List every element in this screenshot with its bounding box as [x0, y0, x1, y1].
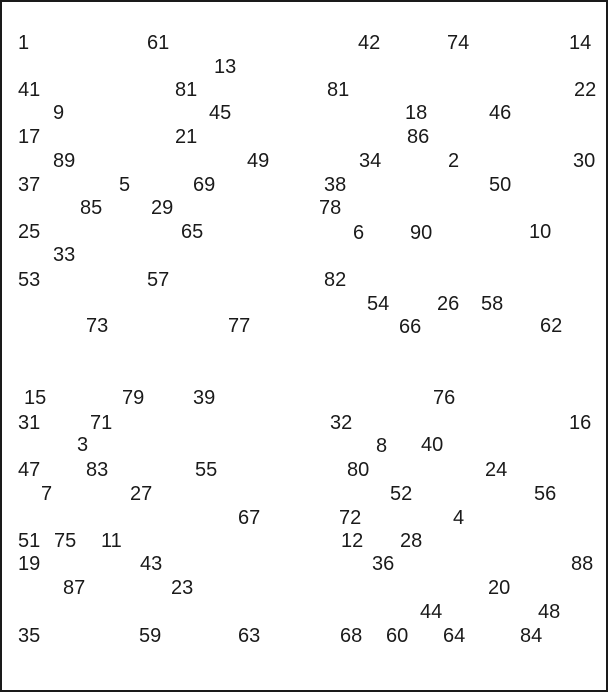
- number-cell[interactable]: 63: [238, 625, 261, 647]
- number-cell[interactable]: 73: [86, 315, 109, 337]
- number-cell[interactable]: 24: [485, 459, 508, 481]
- number-cell[interactable]: 32: [330, 412, 353, 434]
- number-cell[interactable]: 42: [358, 32, 381, 54]
- number-cell[interactable]: 23: [171, 577, 194, 599]
- number-cell[interactable]: 40: [421, 434, 444, 456]
- number-cell[interactable]: 43: [140, 553, 163, 575]
- number-cell[interactable]: 45: [209, 102, 232, 124]
- number-cell[interactable]: 82: [324, 269, 347, 291]
- number-cell[interactable]: 1: [18, 32, 30, 54]
- number-cell[interactable]: 31: [18, 412, 41, 434]
- number-cell[interactable]: 34: [359, 150, 382, 172]
- number-cell[interactable]: 88: [571, 553, 594, 575]
- number-cell[interactable]: 2: [448, 150, 460, 172]
- number-cell[interactable]: 81: [175, 79, 198, 101]
- number-cell[interactable]: 84: [520, 625, 543, 647]
- number-cell[interactable]: 21: [175, 126, 198, 148]
- number-cell[interactable]: 35: [18, 625, 41, 647]
- number-cell[interactable]: 62: [540, 315, 563, 337]
- number-cell[interactable]: 37: [18, 174, 41, 196]
- number-cell[interactable]: 64: [443, 625, 466, 647]
- number-cell[interactable]: 75: [54, 530, 77, 552]
- number-cell[interactable]: 71: [90, 412, 113, 434]
- number-cell[interactable]: 87: [63, 577, 86, 599]
- number-cell[interactable]: 11: [101, 530, 122, 552]
- number-cell[interactable]: 46: [489, 102, 512, 124]
- number-cell[interactable]: 68: [340, 625, 363, 647]
- number-cell[interactable]: 65: [181, 221, 204, 243]
- number-cell[interactable]: 17: [18, 126, 41, 148]
- number-cell[interactable]: 66: [399, 316, 422, 338]
- number-cell[interactable]: 80: [347, 459, 370, 481]
- number-cell[interactable]: 53: [18, 269, 41, 291]
- number-cell[interactable]: 3: [77, 434, 89, 456]
- number-cell[interactable]: 10: [529, 221, 552, 243]
- number-cell[interactable]: 51: [18, 530, 41, 552]
- number-cell[interactable]: 55: [195, 459, 218, 481]
- number-cell[interactable]: 38: [324, 174, 347, 196]
- number-cell[interactable]: 36: [372, 553, 395, 575]
- number-cell[interactable]: 9: [53, 102, 65, 124]
- number-cell[interactable]: 20: [488, 577, 511, 599]
- number-cell[interactable]: 27: [130, 483, 153, 505]
- number-cell[interactable]: 15: [24, 387, 47, 409]
- number-cell[interactable]: 49: [247, 150, 270, 172]
- number-cell[interactable]: 74: [447, 32, 470, 54]
- number-cell[interactable]: 33: [53, 244, 76, 266]
- number-cell[interactable]: 67: [238, 507, 261, 529]
- number-cell[interactable]: 61: [147, 32, 170, 54]
- number-cell[interactable]: 29: [151, 197, 174, 219]
- number-cell[interactable]: 89: [53, 150, 76, 172]
- number-cell[interactable]: 77: [228, 315, 251, 337]
- number-cell[interactable]: 16: [569, 412, 592, 434]
- number-cell[interactable]: 30: [573, 150, 596, 172]
- number-cell[interactable]: 47: [18, 459, 41, 481]
- number-cell[interactable]: 72: [339, 507, 362, 529]
- number-cell[interactable]: 25: [18, 221, 41, 243]
- number-cell[interactable]: 85: [80, 197, 103, 219]
- number-cell[interactable]: 90: [410, 222, 433, 244]
- number-cell[interactable]: 60: [386, 625, 409, 647]
- number-cell[interactable]: 83: [86, 459, 109, 481]
- number-cell[interactable]: 7: [41, 483, 53, 505]
- number-cell[interactable]: 12: [341, 530, 364, 552]
- number-cell[interactable]: 50: [489, 174, 512, 196]
- number-cell[interactable]: 56: [534, 483, 557, 505]
- number-cell[interactable]: 57: [147, 269, 170, 291]
- number-cell[interactable]: 13: [214, 56, 237, 78]
- number-cell[interactable]: 18: [405, 102, 428, 124]
- number-cell[interactable]: 79: [122, 387, 145, 409]
- number-cell[interactable]: 5: [119, 174, 131, 196]
- number-cell[interactable]: 39: [193, 387, 216, 409]
- number-cell[interactable]: 81: [327, 79, 350, 101]
- number-cell[interactable]: 76: [433, 387, 456, 409]
- number-cell[interactable]: 14: [569, 32, 592, 54]
- number-cell[interactable]: 86: [407, 126, 430, 148]
- number-cell[interactable]: 48: [538, 601, 561, 623]
- number-cell[interactable]: 6: [353, 222, 365, 244]
- number-cell[interactable]: 26: [437, 293, 460, 315]
- number-cell[interactable]: 54: [367, 293, 390, 315]
- number-cell[interactable]: 44: [420, 601, 443, 623]
- number-cell[interactable]: 59: [139, 625, 162, 647]
- number-cell[interactable]: 41: [18, 79, 41, 101]
- number-cell[interactable]: 28: [400, 530, 423, 552]
- number-cell[interactable]: 78: [319, 197, 342, 219]
- number-cell[interactable]: 58: [481, 293, 504, 315]
- number-cell[interactable]: 19: [18, 553, 41, 575]
- number-cell[interactable]: 69: [193, 174, 216, 196]
- number-cell[interactable]: 8: [376, 435, 388, 457]
- number-cell[interactable]: 22: [574, 79, 597, 101]
- number-cell[interactable]: 52: [390, 483, 413, 505]
- number-cell[interactable]: 4: [453, 507, 465, 529]
